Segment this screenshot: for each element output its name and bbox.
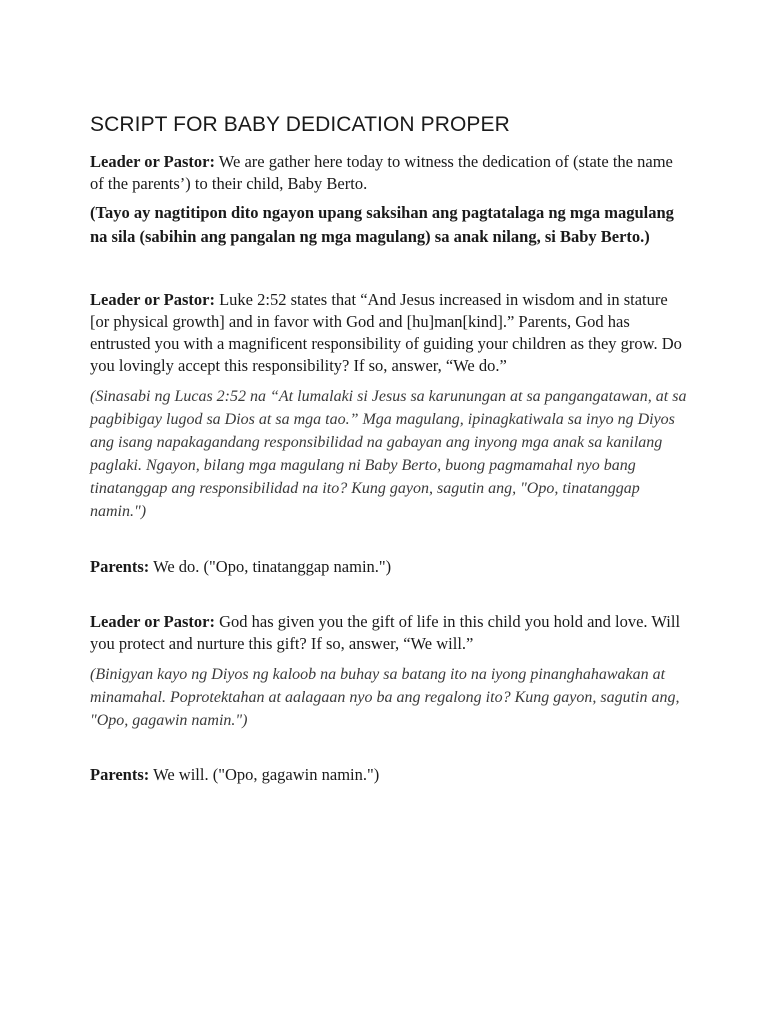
tagalog-paragraph-1: (Tayo ay nagtitipon dito ngayon upang saksihan ang pagtatalaga ng mga magulang na sila (sabihin ang pangalan ng mga magulang) sa anak nilang, si Baby Berto.)	[90, 203, 674, 246]
tagalog-paragraph-3: (Binigyan kayo ng Diyos ng kaloob na buhay sa batang ito na iyong pinanghahawakan at minamahal. Poprotektahan at aalagaan nyo ba ang regalong ito? Kung gayon, sagutin ang, "Opo, gagawin namin.")	[90, 666, 680, 729]
document-title: SCRIPT FOR BABY DEDICATION PROPER	[90, 113, 510, 136]
paragraph-text: We do. ("Opo, tinatanggap namin.")	[149, 557, 392, 576]
paragraph-text: God has given you the gift of life in this child you hold and love. Will you protect and nurture this gift? If so, answer, “We will.”	[90, 612, 681, 653]
leader-paragraph-1	[90, 151, 690, 195]
speaker-label: Leader or Pastor:	[90, 290, 215, 309]
speaker-label: Parents:	[90, 765, 150, 784]
speaker-label: Leader or Pastor:	[90, 152, 215, 171]
document-page	[90, 108, 690, 786]
leader-paragraph-2	[90, 289, 690, 377]
leader-paragraph-3	[90, 611, 690, 655]
parents-response-1	[90, 556, 690, 578]
tagalog-paragraph-2: (Sinasabi ng Lucas 2:52 na “At lumalaki si Jesus sa karunungan at sa pangangatawan, at sa pagbibigay lugod sa Dios at sa mga tao.” Mga magulang, ipinagkatiwala sa inyo ng Diyos ang isang napakagandang responsibilidad na gabayan ang inyong mga anak sa kanilang paglaki. Ngayon, bilang mga magulang ni Baby Berto, buong pagmamahal nyo bang tinatanggap ang responsibilidad na ito? Kung gayon, sagutin ang, "Opo, tinatanggap namin.")	[90, 388, 687, 520]
speaker-label: Parents:	[90, 557, 150, 576]
parents-response-2	[90, 764, 690, 786]
paragraph-text: We will. ("Opo, gagawin namin.")	[149, 765, 380, 784]
paragraph-text: We are gather here today to witness the dedication of (state the name of the parents’) to their child, Baby Berto.	[90, 152, 673, 193]
speaker-label: Leader or Pastor:	[90, 612, 215, 631]
paragraph-text: Luke 2:52 states that “And Jesus increased in wisdom and in stature [or physical growth] and in favor with God and [hu]man[kind].” Parents, God has entrusted you with a magnificent responsibility of guiding your children as they grow. Do you lovingly accept this responsibility? If so, answer, “We do.”	[90, 290, 682, 375]
